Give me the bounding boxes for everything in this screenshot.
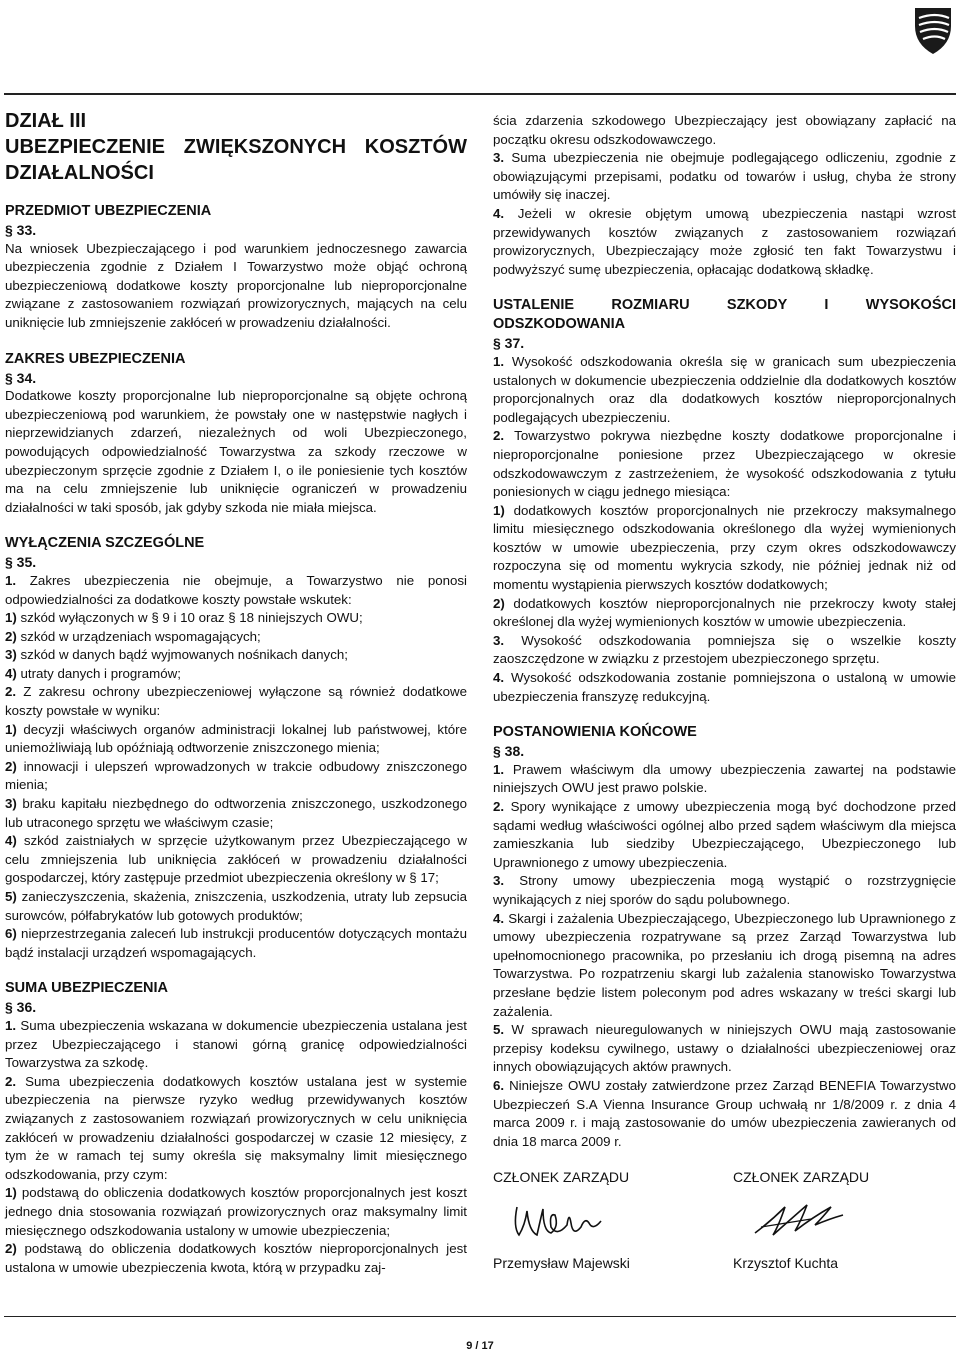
section-heading: PRZEDMIOT UBEZPIECZENIA (5, 203, 212, 219)
list-item: 1) szkód wyłączonych w § 9 i 10 oraz § 18 niniejszych OWU; (5, 610, 363, 626)
list-item: 1) podstawą do obliczenia dodatkowych kosztów proporcjonalnych jest koszt jednego dnia stosowania rozwiązań prowizorycznych oraz maksymalny limit miesięcznego odszkodowania ustalony w umowie ubezpieczenia; (5, 1185, 467, 1238)
paragraph: 3. Suma ubezpieczenia nie obejmuje podlegającego odliczeniu, zgodnie z obowiązującymi przepisami, podatku od towarów i usług, chyba że strony umówiły się inaczej. (493, 150, 956, 203)
signature-kuchta (751, 1197, 847, 1241)
right-column (493, 112, 956, 1287)
list-item: 2) szkód w urządzeniach wspomagających; (5, 628, 261, 644)
paragraph: 1. Wysokość odszkodowania określa się w granicach sum ubezpieczenia ustalonych w dokumencie ubezpieczenia oddzielnie dla dodatkowych kosztów proporcjonalnych oraz dla dodatkowych kosztów nieproporcjonalnych podlegających ubezpieczeniu. (493, 353, 956, 425)
article-number: § 37. (493, 335, 525, 352)
section-heading: ZAKRES UBEZPIECZENIA (5, 350, 186, 367)
list-item: 1) dodatkowych kosztów proporcjonalnych nie przekroczy maksymalnego limitu miesięcznego odszkodowania określonego dla wyżej wymienionych kosztów w umowie ubezpieczenia, przy czym okres odszkodowawczy rozpoczyna się od momentu wykrycia szkody, nie później jednak niż od momentu wystąpienia pierwszych kosztów dodatkowych; (493, 502, 956, 593)
article-number: § 33. (5, 222, 37, 238)
paragraph: 4. Skargi i zażalenia Ubezpieczającego, Ubezpieczonego lub Uprawnionego z umowy ubezpieczenia rozpatrywane są przez Zarząd Towarzystwa lub upełnomocnionego pracownika, po przesłaniu ich drogą pisemną na adres Towarzystwa. Po rozpatrzeniu skargi lub zażalenia stanowisko Towarzystwa przesłane będzie listem poleconym pod adres wskazany w treści skargi lub zażalenia. (493, 910, 956, 1019)
paragraph: 3. Strony umowy ubezpieczenia mogą wystąpić o rozstrzygnięcie wynikających z niej sporów do sądu polubownego. (493, 873, 956, 907)
list-item: 2) dodatkowych kosztów nieproporcjonalnych nie przekroczy kwoty stałej określonej dla wyżej wymienionych kosztów w umowie ubezpieczenia. (493, 595, 956, 630)
signature-block (493, 1167, 956, 1287)
paragraph: 4. Wysokość odszkodowania zostanie pomniejszona o ustaloną w umowie ubezpieczenia franszyzę redukcyjną. (493, 670, 956, 704)
paragraph: 1. Suma ubezpieczenia wskazana w dokumencie ubezpieczenia ustalana jest przez Ubezpieczającego i stanowi górną granicę odpowiedzialności Towarzystwa za szkodę. (5, 1017, 467, 1071)
paragraph: 2. Spory wynikające z umowy ubezpieczenia mogą być dochodzone przed sądami według właściwości ogólnej albo przed sądem właściwym dla miejsca zamieszkania lub siedziby Ubezpieczającego, Ubezpieczonego lub Uprawnionego z umowy ubezpieczenia. (493, 799, 956, 870)
list-item: 6) nieprzestrzegania zaleceń lub instrukcji producentów dotyczących montażu bądź instalacji urządzeń wspomagających. (5, 926, 467, 960)
paragraph: 5. W sprawach nieuregulowanych w niniejszych OWU mają zastosowanie przepisy kodeksu cywilnego, ustawy o działalności ubezpieczeniowej oraz innych obowiązujących aktów prawnych. (493, 1022, 956, 1075)
paragraph: 3. Wysokość odszkodowania pomniejsza się o wszelkie koszty zaoszczędzone w związku z przestojem ubezpieczonego sprzętu. (493, 632, 956, 667)
company-logo (909, 4, 957, 56)
signatory-name: Przemysław Majewski (493, 1255, 630, 1272)
paragraph: 2. Z zakresu ochrony ubezpieczeniowej wyłączone są również dodatkowe koszty powstałe w wyniku: (5, 684, 467, 719)
list-item: 3) braku kapitału niezbędnego do odtworzenia zniszczonego, uszkodzonego lub utraconego sprzętu we właściwym czasie; (5, 796, 467, 830)
section-heading: WYŁĄCZENIA SZCZEGÓLNE (5, 535, 205, 552)
page-number: 9 / 17 (466, 1340, 494, 1352)
paragraph: ścia zdarzenia szkodowego Ubezpieczający jest obowiązany zapłacić na początku okresu odszkodowawczego. (493, 113, 956, 147)
paragraph: 1. Prawem właściwym dla umowy ubezpieczenia zawartej na podstawie niniejszych OWU jest prawo polskie. (493, 761, 956, 796)
list-item: 2) innowacji i ulepszeń wprowadzonych w trakcie odbudowy zniszczonego mienia; (5, 758, 467, 793)
paragraph: Na wniosek Ubezpieczającego i pod warunkiem jednoczesnego zawarcia ubezpieczenia zgodnie z Działem I Towarzystwo może objąć ochroną ubezpieczeniową dodatkowe koszty proporcjonalne lub nieproporcjonalne związane z zastosowaniem rozwiązań prowizorycznych, mających na celu uniknięcie lub zmniejszenie zakłóceń w prowadzeniu działalności. (5, 240, 467, 330)
list-item: 4) szkód zaistniałych w sprzęcie użytkowanym przez Ubezpieczającego w celu zmniejszenia lub uniknięcia zakłóceń w prowadzeniu działalności gospodarczej, który zastępuje przedmiot ubezpieczenia określony w § 17; (5, 833, 467, 886)
signatory-2 (733, 1167, 933, 1273)
signatory-1 (493, 1167, 693, 1273)
paragraph: 2. Towarzystwo pokrywa niezbędne koszty dodatkowe proporcjonalne i nieproporcjonalne poniesione przez Ubezpieczającego w okresie odszkodowawczym z zastrzeżeniem, że wysokość odszkodowania z tytułu poniesionych w ciągu jednego miesiąca: (493, 428, 956, 500)
list-item: 4) utraty danych i programów; (5, 665, 181, 681)
paragraph: 6. Niniejsze OWU zostały zatwierdzone przez Zarząd BENEFIA Towarzystwo Ubezpieczeń S.A Vienna Insurance Group uchwałą nr 1/8/2009 r. z dnia 4 marca 2009 r. i mają zastosowanie do umów ubezpieczenia zawieranych od dnia 18 marca 2009 r. (493, 1077, 956, 1149)
section-heading: SUMA UBEZPIECZENIA (5, 980, 168, 997)
paragraph: 1. Zakres ubezpieczenia nie obejmuje, a Towarzystwo nie ponosi odpowiedzialności za dodatkowe koszty powstałe wskutek: (5, 572, 467, 607)
paragraph: Dodatkowe koszty proporcjonalne lub nieproporcjonalne są objęte ochroną ubezpieczeniową pod warunkiem, że powstały one w następstwie nagłych i nieprzewidzianych zdarzeń, niezależnych od woli Ubezpieczonego, powodujących odpowiedzialność Towarzystwa za szkody rzeczowe w ubezpieczonym sprzęcie zgodnie z Działem I, o ile poniesienie tych kosztów ma na celu zmniejszenie lub uniknięcie ograniczeń w prowadzeniu działalności w taki sposób, jak gdyby szkoda nie miała miejsca. (5, 388, 467, 515)
section-heading: POSTANOWIENIA KOŃCOWE (493, 724, 697, 741)
paragraph: 2. Suma ubezpieczenia dodatkowych kosztów ustalana jest w systemie ubezpieczenia na pierwsze ryzyko według przewidywanych kosztów związanych z zastosowaniem rozwiązań prowizorycznych w celu uniknięcia zakłóceń w prowadzeniu działalności gospodarczej w czasie 12 miesięcy, z tym że w ramach tej sumy określa się maksymalny limit miesięcznego odszkodowania, przy czym: (5, 1073, 467, 1182)
part-title: DZIAŁ III UBEZPIECZENIE ZWIĘKSZONYCH KOSZTÓW DZIAŁALNOŚCI (5, 110, 467, 184)
header-rule (4, 93, 956, 95)
article-number: § 34. (5, 369, 37, 386)
paragraph: 4. Jeżeli w okresie objętym umową ubezpieczenia nastąpi wzrost przewidywanych kosztów związanych z zastosowaniem rozwiązań prowizorycznych, Ubezpieczający może zgłosić ten fakt Towarzystwu i podwyższyć sumę ubezpieczenia, opłacając dodatkową składkę. (493, 205, 956, 277)
section-heading: USTALENIE ROZMIARU SZKODY I WYSOKOŚCI ODSZKODOWANIA (493, 297, 956, 333)
article-number: § 38. (493, 743, 525, 760)
signature-majewski (511, 1197, 607, 1241)
article-number: § 36. (5, 999, 37, 1016)
left-column (5, 108, 467, 1277)
footer-rule (4, 1316, 956, 1317)
signatory-role: CZŁONEK ZARZĄDU (733, 1169, 870, 1186)
list-item: 5) zanieczyszczenia, skażenia, zniszczenia, uszkodzenia, utraty lub zepsucia surowców, półfabrykatów lub gotowych produktów; (5, 889, 467, 923)
list-item: 2) podstawą do obliczenia dodatkowych kosztów nieproporcjonalnych jest ustalona w umowie ubezpieczenia kwota, którą w przypadku zaj- (5, 1241, 467, 1275)
list-item: 1) decyzji właściwych organów administracji lokalnej lub państwowej, które uniemożliwiają lub opóźniają odtworzenie zniszczonego mienia; (5, 721, 467, 756)
signatory-name: Krzysztof Kuchta (733, 1255, 839, 1272)
article-number: § 35. (5, 554, 37, 571)
list-item: 3) szkód w danych bądź wyjmowanych nośnikach danych; (5, 647, 348, 663)
signatory-role: CZŁONEK ZARZĄDU (493, 1169, 630, 1186)
